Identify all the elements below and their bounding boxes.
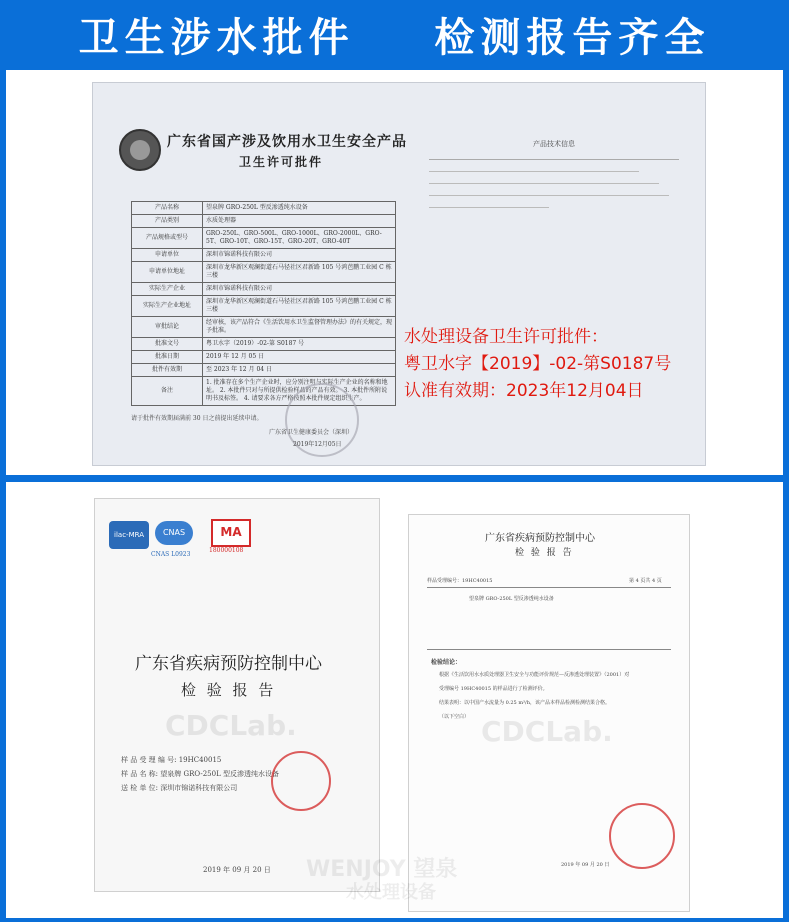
brand-sub-watermark: 水处理设备 (346, 882, 436, 903)
cdclab-watermark-right: CDCLab. (481, 715, 613, 748)
report-left-title: 广东省疾病预防控制中心 (135, 654, 322, 674)
cnas-logo: CNAS (155, 521, 193, 545)
brand-watermark: WENJOY 望泉 (306, 857, 458, 882)
permit-row (132, 215, 396, 228)
permit-row-key: 审批结论 (132, 317, 203, 338)
product-name: 望泉牌 GRO-250L 型反渗透纯水设备 (469, 596, 554, 602)
permit-row-value: 至 2023 年 12 月 04 日 (203, 364, 396, 377)
permit-row-key: 备注 (132, 377, 203, 406)
ma-number: 180000108 (209, 547, 244, 554)
permit-scan (92, 82, 706, 466)
header-banner (0, 0, 789, 68)
permit-row (132, 377, 396, 406)
permit-row-key: 申请单位地址 (132, 262, 203, 283)
permit-row (132, 296, 396, 317)
conclusion-line: 受理编号 19HC40015 的样品进行了检测评价。 (439, 686, 548, 692)
permit-row-value: 水质处理器 (203, 215, 396, 228)
field-row: 送 检 单 位: 深圳市锦诺科技有限公司 (121, 784, 238, 792)
permit-row-value: 粤卫水字（2019）-02-第 S0187 号 (203, 338, 396, 351)
permit-row-key: 产品名称 (132, 202, 203, 215)
annotation-line3: 认准有效期：2023年12月04日 (404, 381, 644, 401)
annotation-line2: 粤卫水字【2019】-02-第S0187号 (404, 354, 672, 374)
permit-row (132, 317, 396, 338)
reports-panel (6, 482, 783, 918)
ilac-mra-logo: ilac-MRA (109, 521, 149, 549)
stamp-text: 广东省卫生健康委员会（深圳） (269, 429, 354, 436)
permit-row-value: 2019 年 12 月 05 日 (203, 351, 396, 364)
permit-row-value: GRO-250L、GRO-500L、GRO-1000L、GRO-2000L、GRO-5T、GRO-10T、GRO-15T、GRO-20T、GRO-40T (203, 228, 396, 249)
report-left (94, 498, 380, 892)
permit-panel (6, 70, 783, 475)
field-row: 样 品 受 理 编 号: 19HC40015 (121, 756, 222, 764)
report-left-subtitle: 检 验 报 告 (181, 681, 277, 699)
permit-table (131, 201, 396, 406)
stamp-date: 2019年12月05日 (293, 441, 342, 448)
permit-row-value: 望泉牌 GRO-250L 型反渗透纯水设备 (203, 202, 396, 215)
report-left-seal (271, 751, 331, 811)
field-row: 样 品 名 称: 望泉牌 GRO-250L 型反渗透纯水设备 (121, 770, 279, 778)
permit-row (132, 364, 396, 377)
conclusion-line: 根据《生活饮用水水质处理器卫生安全与功能评价规范—反渗透处理装置》（2001）对 (439, 672, 630, 678)
page-number: 第 4 页共 4 页 (629, 578, 662, 584)
conclusion-line: （以下空白） (439, 714, 470, 720)
permit-row (132, 228, 396, 249)
conclusion-line: 结果表明：以中国产水流量为 0.25 m³/h，该产品本样品检测检测结果合格。 (439, 700, 610, 706)
permit-row (132, 338, 396, 351)
permit-row-value: 深圳市锦诺科技有限公司 (203, 283, 396, 296)
ma-logo: MA (211, 519, 251, 547)
permit-row-value: 经审核，该产品符合《生活饮用水卫生监督管理办法》的有关规定，现予批准。 (203, 317, 396, 338)
tech-info-title: 产品技术信息 (533, 140, 575, 148)
permit-row-value: 深圳市龙华新区观澜街道石马径社区君新路 105 号鸿芭鹏工业园 C 栋三楼 (203, 262, 396, 283)
permit-row-value: 1. 批准存在多个生产企业时，应分别注明与实际生产企业的名称和地址。 2. 本批件只对与所提供检验样品的产品有效。 3. 本批件所附说明书及标签。 4. 请要求各方严格按照本批件规定组织生产。 (203, 377, 396, 406)
emblem-icon (119, 129, 161, 171)
permit-row-key: 批件有效期 (132, 364, 203, 377)
report-right-title: 广东省疾病预防控制中心 (485, 533, 595, 544)
permit-row-key: 批准日期 (132, 351, 203, 364)
permit-row (132, 202, 396, 215)
sample-number: 样品受理编号：19HC40015 (427, 578, 493, 584)
permit-row (132, 283, 396, 296)
permit-row-key: 产品规格或型号 (132, 228, 203, 249)
permit-row (132, 262, 396, 283)
permit-row-key: 实际生产企业 (132, 283, 203, 296)
report-right-subtitle: 检 验 报 告 (515, 548, 574, 558)
permit-row (132, 351, 396, 364)
permit-annotation (404, 324, 671, 405)
annotation-line1: 水处理设备卫生许可批件： (404, 327, 608, 347)
permit-row-key: 申请单位 (132, 249, 203, 262)
permit-row-value: 深圳市龙华新区观澜街道石马径社区君新路 105 号鸿芭鹏工业园 C 栋三楼 (203, 296, 396, 317)
conclusion-title: 检验结论： (431, 659, 462, 666)
cnas-number: CNAS L0923 (151, 551, 191, 558)
header-title: 卫生涉水批件 检测报告齐全 (78, 15, 711, 61)
tech-info-box (429, 159, 679, 211)
permit-row-key: 实际生产企业地址 (132, 296, 203, 317)
permit-row-value: 深圳市锦诺科技有限公司 (203, 249, 396, 262)
permit-row-key: 产品类别 (132, 215, 203, 228)
report-right-sign-date: 2019 年 09 月 20 日 (561, 862, 610, 868)
report-right-seal (609, 803, 675, 869)
permit-footer-note: 请于批件有效期届满前 30 日之前提出延续申请。 (131, 415, 263, 422)
permit-row (132, 249, 396, 262)
permit-title-line1: 广东省国产涉及饮用水卫生安全产品 (167, 134, 407, 150)
permit-row-key: 批准文号 (132, 338, 203, 351)
report-left-date: 2019 年 09 月 20 日 (203, 866, 271, 874)
cdclab-watermark-left: CDCLab. (165, 709, 297, 742)
permit-title-line2: 卫生许可批件 (239, 155, 324, 169)
